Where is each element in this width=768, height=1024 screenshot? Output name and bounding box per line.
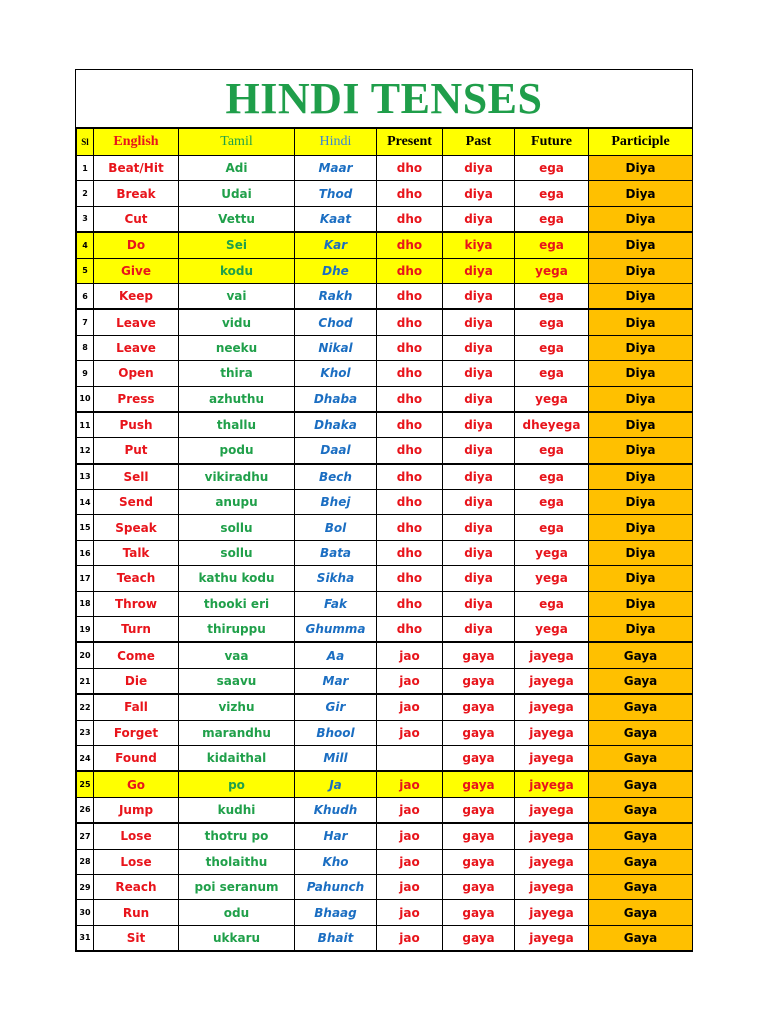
header-english: English xyxy=(94,129,179,156)
cell-present: jao xyxy=(377,694,443,720)
cell-participle: Diya xyxy=(589,156,693,181)
cell-participle: Diya xyxy=(589,386,693,412)
cell-future: ega xyxy=(515,206,589,232)
table-row xyxy=(77,874,693,899)
cell-english: Teach xyxy=(94,566,179,591)
cell-english: Lose xyxy=(94,823,179,849)
cell-hindi: Mar xyxy=(295,668,377,694)
cell-tamil: thotru po xyxy=(179,823,295,849)
cell-future: ega xyxy=(515,181,589,206)
cell-sl: 20 xyxy=(77,642,94,668)
table-row xyxy=(77,438,693,464)
cell-sl: 22 xyxy=(77,694,94,720)
cell-participle: Diya xyxy=(589,490,693,515)
cell-english: Fall xyxy=(94,694,179,720)
cell-english: Leave xyxy=(94,335,179,360)
header-present: Present xyxy=(377,129,443,156)
table-row xyxy=(77,642,693,668)
cell-english: Die xyxy=(94,668,179,694)
cell-tamil: thallu xyxy=(179,412,295,438)
cell-participle: Gaya xyxy=(589,874,693,899)
cell-hindi: Daal xyxy=(295,438,377,464)
cell-hindi: Mill xyxy=(295,745,377,771)
cell-past: gaya xyxy=(443,745,515,771)
header-hindi: Hindi xyxy=(295,129,377,156)
cell-past: gaya xyxy=(443,668,515,694)
cell-participle: Gaya xyxy=(589,642,693,668)
cell-tamil: vaa xyxy=(179,642,295,668)
table-row xyxy=(77,540,693,565)
cell-present: jao xyxy=(377,797,443,823)
cell-participle: Diya xyxy=(589,540,693,565)
cell-hindi: Bhaag xyxy=(295,900,377,925)
cell-past: gaya xyxy=(443,642,515,668)
cell-past: diya xyxy=(443,617,515,643)
cell-sl: 29 xyxy=(77,874,94,899)
cell-present: jao xyxy=(377,771,443,797)
cell-future: jayega xyxy=(515,745,589,771)
cell-sl: 6 xyxy=(77,283,94,309)
cell-sl: 28 xyxy=(77,849,94,874)
cell-english: Give xyxy=(94,258,179,283)
cell-past: diya xyxy=(443,438,515,464)
cell-english: Leave xyxy=(94,309,179,335)
cell-participle: Gaya xyxy=(589,900,693,925)
cell-hindi: Dhaka xyxy=(295,412,377,438)
cell-sl: 7 xyxy=(77,309,94,335)
cell-participle: Gaya xyxy=(589,720,693,745)
cell-present: dho xyxy=(377,412,443,438)
cell-present: dho xyxy=(377,566,443,591)
cell-past: diya xyxy=(443,591,515,616)
table-row xyxy=(77,232,693,258)
cell-tamil: sollu xyxy=(179,540,295,565)
cell-participle: Diya xyxy=(589,335,693,360)
cell-tamil: tholaithu xyxy=(179,849,295,874)
cell-sl: 10 xyxy=(77,386,94,412)
cell-future: ega xyxy=(515,361,589,386)
cell-future: dheyega xyxy=(515,412,589,438)
cell-hindi: Fak xyxy=(295,591,377,616)
cell-past: gaya xyxy=(443,694,515,720)
table-row xyxy=(77,566,693,591)
table-row xyxy=(77,900,693,925)
cell-present: dho xyxy=(377,283,443,309)
page-title: HINDI TENSES xyxy=(76,70,692,128)
cell-future: ega xyxy=(515,335,589,360)
cell-participle: Gaya xyxy=(589,668,693,694)
table-row xyxy=(77,515,693,540)
cell-future: ega xyxy=(515,232,589,258)
cell-english: Push xyxy=(94,412,179,438)
header-future: Future xyxy=(515,129,589,156)
cell-participle: Gaya xyxy=(589,694,693,720)
header-participle: Participle xyxy=(589,129,693,156)
cell-english: Go xyxy=(94,771,179,797)
cell-future: yega xyxy=(515,540,589,565)
cell-past: gaya xyxy=(443,849,515,874)
cell-hindi: Sikha xyxy=(295,566,377,591)
cell-sl: 24 xyxy=(77,745,94,771)
cell-participle: Gaya xyxy=(589,823,693,849)
cell-english: Put xyxy=(94,438,179,464)
cell-hindi: Aa xyxy=(295,642,377,668)
table-row xyxy=(77,283,693,309)
cell-present: dho xyxy=(377,335,443,360)
cell-past: gaya xyxy=(443,720,515,745)
cell-future: jayega xyxy=(515,771,589,797)
cell-tamil: ukkaru xyxy=(179,925,295,950)
table-row xyxy=(77,668,693,694)
cell-tamil: Adi xyxy=(179,156,295,181)
cell-participle: Diya xyxy=(589,232,693,258)
cell-past: diya xyxy=(443,283,515,309)
table-row xyxy=(77,797,693,823)
header-sl: Sl xyxy=(77,129,94,156)
cell-future: jayega xyxy=(515,925,589,950)
cell-hindi: Maar xyxy=(295,156,377,181)
table-row xyxy=(77,617,693,643)
cell-present: jao xyxy=(377,720,443,745)
table-row xyxy=(77,309,693,335)
cell-sl: 5 xyxy=(77,258,94,283)
cell-english: Talk xyxy=(94,540,179,565)
cell-sl: 16 xyxy=(77,540,94,565)
cell-past: diya xyxy=(443,181,515,206)
cell-future: jayega xyxy=(515,797,589,823)
cell-sl: 9 xyxy=(77,361,94,386)
cell-english: Found xyxy=(94,745,179,771)
cell-past: diya xyxy=(443,566,515,591)
cell-hindi: Pahunch xyxy=(295,874,377,899)
cell-hindi: Khudh xyxy=(295,797,377,823)
cell-sl: 26 xyxy=(77,797,94,823)
cell-hindi: Nikal xyxy=(295,335,377,360)
cell-sl: 11 xyxy=(77,412,94,438)
cell-hindi: Kar xyxy=(295,232,377,258)
cell-tamil: Sei xyxy=(179,232,295,258)
cell-tamil: kodu xyxy=(179,258,295,283)
cell-past: diya xyxy=(443,464,515,490)
cell-tamil: Vettu xyxy=(179,206,295,232)
cell-hindi: Ja xyxy=(295,771,377,797)
cell-participle: Gaya xyxy=(589,925,693,950)
cell-past: diya xyxy=(443,515,515,540)
table-body xyxy=(77,156,693,951)
cell-participle: Diya xyxy=(589,181,693,206)
cell-participle: Diya xyxy=(589,515,693,540)
cell-present: jao xyxy=(377,874,443,899)
cell-future: ega xyxy=(515,283,589,309)
cell-future: yega xyxy=(515,258,589,283)
cell-hindi: Dhe xyxy=(295,258,377,283)
table-row xyxy=(77,720,693,745)
cell-past: gaya xyxy=(443,925,515,950)
cell-past: diya xyxy=(443,156,515,181)
cell-past: diya xyxy=(443,258,515,283)
cell-tamil: kathu kodu xyxy=(179,566,295,591)
cell-sl: 8 xyxy=(77,335,94,360)
cell-hindi: Dhaba xyxy=(295,386,377,412)
cell-past: gaya xyxy=(443,823,515,849)
table-row xyxy=(77,156,693,181)
cell-english: Beat/Hit xyxy=(94,156,179,181)
cell-participle: Gaya xyxy=(589,745,693,771)
cell-sl: 4 xyxy=(77,232,94,258)
cell-tamil: vizhu xyxy=(179,694,295,720)
cell-sl: 1 xyxy=(77,156,94,181)
tenses-table xyxy=(76,128,693,951)
cell-present: dho xyxy=(377,232,443,258)
cell-past: kiya xyxy=(443,232,515,258)
cell-hindi: Har xyxy=(295,823,377,849)
table-row xyxy=(77,591,693,616)
cell-past: diya xyxy=(443,540,515,565)
cell-participle: Diya xyxy=(589,309,693,335)
cell-past: gaya xyxy=(443,797,515,823)
cell-tamil: neeku xyxy=(179,335,295,360)
cell-hindi: Ghumma xyxy=(295,617,377,643)
cell-present: dho xyxy=(377,515,443,540)
cell-present: dho xyxy=(377,591,443,616)
cell-past: diya xyxy=(443,206,515,232)
cell-english: Forget xyxy=(94,720,179,745)
cell-hindi: Bol xyxy=(295,515,377,540)
cell-future: jayega xyxy=(515,900,589,925)
cell-english: Send xyxy=(94,490,179,515)
header-tamil: Tamil xyxy=(179,129,295,156)
cell-english: Press xyxy=(94,386,179,412)
cell-participle: Diya xyxy=(589,591,693,616)
cell-sl: 31 xyxy=(77,925,94,950)
cell-english: Sell xyxy=(94,464,179,490)
cell-past: diya xyxy=(443,490,515,515)
cell-future: jayega xyxy=(515,694,589,720)
table-row xyxy=(77,412,693,438)
cell-hindi: Thod xyxy=(295,181,377,206)
cell-tamil: thira xyxy=(179,361,295,386)
table-row xyxy=(77,925,693,950)
header-row xyxy=(77,129,693,156)
table-row xyxy=(77,258,693,283)
cell-present: dho xyxy=(377,438,443,464)
cell-english: Keep xyxy=(94,283,179,309)
table-row xyxy=(77,206,693,232)
cell-sl: 19 xyxy=(77,617,94,643)
cell-sl: 23 xyxy=(77,720,94,745)
cell-future: jayega xyxy=(515,874,589,899)
cell-future: jayega xyxy=(515,642,589,668)
cell-sl: 2 xyxy=(77,181,94,206)
cell-past: gaya xyxy=(443,900,515,925)
cell-hindi: Bata xyxy=(295,540,377,565)
cell-sl: 27 xyxy=(77,823,94,849)
cell-tamil: saavu xyxy=(179,668,295,694)
table-row xyxy=(77,849,693,874)
cell-future: ega xyxy=(515,591,589,616)
cell-tamil: poi seranum xyxy=(179,874,295,899)
cell-participle: Gaya xyxy=(589,771,693,797)
cell-sl: 15 xyxy=(77,515,94,540)
cell-sl: 21 xyxy=(77,668,94,694)
cell-english: Lose xyxy=(94,849,179,874)
cell-future: jayega xyxy=(515,668,589,694)
cell-present: jao xyxy=(377,849,443,874)
cell-future: jayega xyxy=(515,823,589,849)
cell-tamil: vidu xyxy=(179,309,295,335)
table-row xyxy=(77,694,693,720)
cell-tamil: kidaithal xyxy=(179,745,295,771)
cell-tamil: anupu xyxy=(179,490,295,515)
cell-english: Speak xyxy=(94,515,179,540)
cell-future: ega xyxy=(515,156,589,181)
cell-participle: Diya xyxy=(589,206,693,232)
table-row xyxy=(77,464,693,490)
cell-participle: Diya xyxy=(589,438,693,464)
cell-english: Turn xyxy=(94,617,179,643)
table-row xyxy=(77,181,693,206)
cell-sl: 12 xyxy=(77,438,94,464)
cell-past: gaya xyxy=(443,771,515,797)
table-row xyxy=(77,745,693,771)
cell-future: jayega xyxy=(515,720,589,745)
cell-present: dho xyxy=(377,464,443,490)
cell-participle: Diya xyxy=(589,258,693,283)
cell-sl: 25 xyxy=(77,771,94,797)
cell-english: Open xyxy=(94,361,179,386)
cell-present: dho xyxy=(377,309,443,335)
cell-tamil: vikiradhu xyxy=(179,464,295,490)
cell-tamil: azhuthu xyxy=(179,386,295,412)
cell-participle: Gaya xyxy=(589,849,693,874)
cell-past: diya xyxy=(443,412,515,438)
header-past: Past xyxy=(443,129,515,156)
cell-present: dho xyxy=(377,386,443,412)
cell-english: Throw xyxy=(94,591,179,616)
table-row xyxy=(77,335,693,360)
cell-participle: Diya xyxy=(589,361,693,386)
cell-past: diya xyxy=(443,386,515,412)
cell-sl: 14 xyxy=(77,490,94,515)
table-row xyxy=(77,823,693,849)
cell-sl: 13 xyxy=(77,464,94,490)
cell-future: ega xyxy=(515,309,589,335)
cell-participle: Gaya xyxy=(589,797,693,823)
cell-english: Do xyxy=(94,232,179,258)
cell-hindi: Kho xyxy=(295,849,377,874)
cell-future: yega xyxy=(515,386,589,412)
cell-present: dho xyxy=(377,361,443,386)
cell-tamil: thiruppu xyxy=(179,617,295,643)
cell-present xyxy=(377,745,443,771)
cell-tamil: podu xyxy=(179,438,295,464)
cell-hindi: Bhool xyxy=(295,720,377,745)
cell-present: jao xyxy=(377,900,443,925)
table-row xyxy=(77,361,693,386)
cell-participle: Diya xyxy=(589,283,693,309)
cell-english: Cut xyxy=(94,206,179,232)
cell-participle: Diya xyxy=(589,464,693,490)
cell-future: jayega xyxy=(515,849,589,874)
cell-hindi: Chod xyxy=(295,309,377,335)
cell-participle: Diya xyxy=(589,617,693,643)
cell-future: ega xyxy=(515,515,589,540)
cell-tamil: marandhu xyxy=(179,720,295,745)
cell-past: diya xyxy=(443,309,515,335)
cell-tamil: thooki eri xyxy=(179,591,295,616)
cell-tamil: po xyxy=(179,771,295,797)
cell-hindi: Khol xyxy=(295,361,377,386)
cell-tamil: vai xyxy=(179,283,295,309)
tenses-sheet xyxy=(75,69,693,952)
cell-hindi: Rakh xyxy=(295,283,377,309)
cell-future: ega xyxy=(515,464,589,490)
cell-hindi: Bech xyxy=(295,464,377,490)
cell-present: dho xyxy=(377,617,443,643)
cell-tamil: odu xyxy=(179,900,295,925)
cell-past: diya xyxy=(443,361,515,386)
cell-tamil: Udai xyxy=(179,181,295,206)
cell-present: dho xyxy=(377,206,443,232)
cell-sl: 18 xyxy=(77,591,94,616)
cell-english: Sit xyxy=(94,925,179,950)
cell-past: diya xyxy=(443,335,515,360)
cell-future: yega xyxy=(515,617,589,643)
cell-participle: Diya xyxy=(589,412,693,438)
cell-hindi: Kaat xyxy=(295,206,377,232)
cell-english: Reach xyxy=(94,874,179,899)
cell-future: ega xyxy=(515,490,589,515)
table-row xyxy=(77,771,693,797)
table-row xyxy=(77,490,693,515)
cell-present: jao xyxy=(377,823,443,849)
cell-sl: 3 xyxy=(77,206,94,232)
cell-present: jao xyxy=(377,668,443,694)
cell-present: jao xyxy=(377,642,443,668)
cell-hindi: Gir xyxy=(295,694,377,720)
cell-english: Come xyxy=(94,642,179,668)
cell-present: dho xyxy=(377,540,443,565)
cell-hindi: Bhait xyxy=(295,925,377,950)
cell-english: Jump xyxy=(94,797,179,823)
table-row xyxy=(77,386,693,412)
cell-present: dho xyxy=(377,490,443,515)
cell-present: jao xyxy=(377,925,443,950)
cell-hindi: Bhej xyxy=(295,490,377,515)
cell-present: dho xyxy=(377,156,443,181)
cell-english: Run xyxy=(94,900,179,925)
cell-tamil: sollu xyxy=(179,515,295,540)
cell-tamil: kudhi xyxy=(179,797,295,823)
cell-sl: 17 xyxy=(77,566,94,591)
cell-participle: Diya xyxy=(589,566,693,591)
cell-present: dho xyxy=(377,181,443,206)
cell-english: Break xyxy=(94,181,179,206)
cell-present: dho xyxy=(377,258,443,283)
cell-past: gaya xyxy=(443,874,515,899)
cell-future: yega xyxy=(515,566,589,591)
cell-sl: 30 xyxy=(77,900,94,925)
cell-future: ega xyxy=(515,438,589,464)
